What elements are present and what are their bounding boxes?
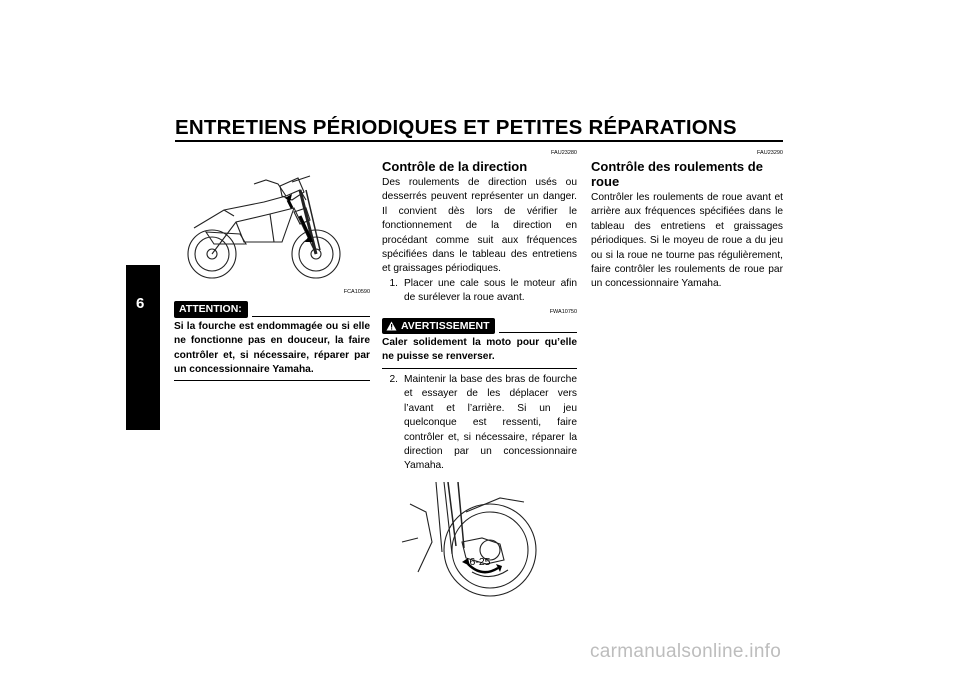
warning-text: Caler solidement la moto pour qu’elle ne puisse se renverser.	[382, 337, 577, 363]
step-text: Placer une cale sous le moteur afin de surélever la roue avant.	[404, 277, 577, 304]
warning-line	[499, 332, 577, 333]
caution-end-rule	[174, 380, 370, 381]
motorcycle-illustration	[174, 150, 370, 284]
steering-heading: Contrôle de la direction	[382, 159, 528, 174]
chapter-number: 6	[136, 295, 145, 312]
chapter-tab	[126, 265, 160, 430]
warning-header	[382, 318, 577, 334]
wheel-bearings-text: Contrôler les roulements de roue avant et arrière aux fréquences spécifiées dans le tableau des entretiens et graissages périodiques. Si le moyeu de roue a du jeu ou si la roue ne tourne pas régulièrement, faire contrôler les roulements de roue par un concessionnaire Yamaha.	[591, 192, 783, 290]
step-number: 2.	[389, 373, 398, 385]
step-number: 1.	[389, 277, 398, 289]
fork-illustration	[382, 482, 577, 602]
caution-header	[174, 301, 370, 317]
caution-text: Si la fourche est endommagée ou si elle ne fonctionne pas en douceur, la faire contrôler et, si nécessaire, réparer par un concessionnaire Yamaha.	[174, 320, 370, 376]
watermark: carmanualsonline.info	[590, 641, 782, 662]
motorcycle-figure	[174, 150, 370, 296]
wheel-bearings-heading: Contrôle des roulements de roue	[591, 159, 763, 189]
right-column	[591, 150, 783, 292]
step-item	[382, 277, 577, 306]
caution-label: ATTENTION:	[174, 301, 248, 317]
warning-triangle-icon	[386, 321, 397, 331]
section-ref-code: FAU23280	[551, 150, 577, 156]
warning-label	[382, 318, 495, 334]
caution-line	[252, 316, 370, 317]
warning-end-rule	[382, 368, 577, 369]
figure-code: FCA10590	[343, 289, 370, 296]
steering-intro: Des roulements de direction usés ou desserrés peuvent représenter un danger. Il convient dès lors de vérifier le fonctionnement de la direction en procédant comme suit aux fréquences spécifiées dans le tableau des entretiens et graissages périodiques.	[382, 177, 577, 275]
title-rule	[175, 140, 783, 142]
warning-label-text: AVERTISSEMENT	[401, 319, 490, 332]
left-column	[174, 150, 370, 381]
step-text: Maintenir la base des bras de fourche et essayer de les déplacer vers l’avant et l’arrière. Si un jeu quelconque est ressenti, faire contrôler et, si nécessaire, réparer la direction par un concessionnaire Yamaha.	[404, 373, 577, 472]
fork-figure	[382, 482, 577, 607]
warning-ref-code: FWA10750	[549, 308, 577, 315]
section-ref-code: FAU23290	[757, 150, 783, 156]
middle-column	[382, 150, 577, 607]
page-number: 6-25	[469, 556, 491, 568]
step-item	[382, 373, 577, 474]
page-title: ENTRETIENS PÉRIODIQUES ET PETITES RÉPARATIONS	[175, 116, 737, 139]
